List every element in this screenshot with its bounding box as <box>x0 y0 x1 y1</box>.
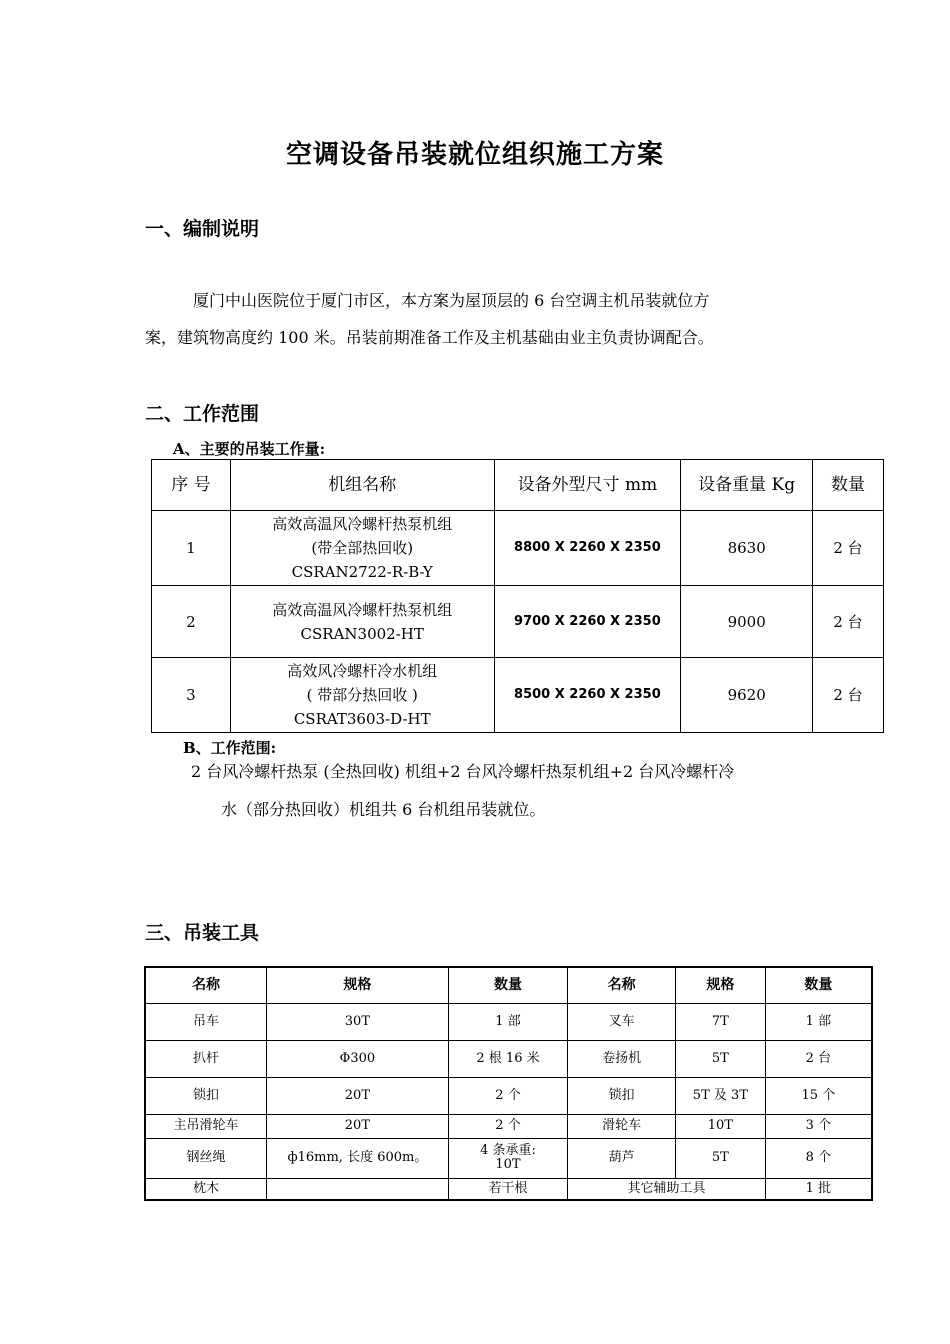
table-header-row <box>145 967 872 1003</box>
header-cell: 设备重量 Kg <box>681 460 813 511</box>
page-title: 空调设备吊装就位组织施工方案 <box>285 140 664 170</box>
section-heading-3: 三、吊装工具 <box>145 922 260 944</box>
table-row <box>145 1178 872 1200</box>
table-header-row <box>152 460 884 511</box>
tools-table <box>144 966 873 1201</box>
table-row <box>145 1114 872 1138</box>
tool-cell: 1 部 <box>765 1003 872 1040</box>
unit-name <box>230 586 494 658</box>
unit-model: CSRAT3603-D-HT <box>293 710 431 728</box>
tool-cell: 30T <box>267 1003 449 1040</box>
table-row <box>145 1138 872 1178</box>
table-row <box>152 658 884 733</box>
unit-name-line: 高效高温风冷螺杆热泵机组 <box>272 600 453 619</box>
tool-cell: 20T <box>267 1077 449 1114</box>
tool-cell: 叉车 <box>568 1003 676 1040</box>
section-heading-2: 二、工作范围 <box>145 403 260 425</box>
tool-cell: 滑轮车 <box>568 1114 676 1138</box>
tool-cell: Φ300 <box>267 1040 449 1077</box>
unit-model: CSRAN2722-R-B-Y <box>291 563 433 581</box>
table-row <box>145 1077 872 1114</box>
row-number: 1 <box>152 511 231 586</box>
header-cell: 名称 <box>145 967 267 1003</box>
table-row <box>145 1040 872 1077</box>
unit-model: CSRAN3002-HT <box>300 624 424 643</box>
scope-line-1: 2 台风冷螺杆热泵 (全热回收) 机组+2 台风冷螺杆热泵机组+2 台风冷螺杆冷 <box>191 762 735 781</box>
tool-cell: 7T <box>676 1003 766 1040</box>
table-row <box>152 586 884 658</box>
unit-name-line: 高效高温风冷螺杆热泵机组 <box>272 515 453 533</box>
header-cell: 规格 <box>267 967 449 1003</box>
unit-dimensions: 8500 X 2260 X 2350 <box>494 658 681 733</box>
unit-dimensions: 9700 X 2260 X 2350 <box>494 586 681 658</box>
subheading-a: A、主要的吊装工作量: <box>173 440 326 458</box>
tool-cell: 2 根 16 米 <box>448 1040 568 1077</box>
table-row <box>152 511 884 586</box>
row-number: 3 <box>152 658 231 733</box>
unit-name <box>230 658 494 733</box>
unit-name <box>230 511 494 586</box>
tool-cell: 5T <box>676 1040 766 1077</box>
unit-dimensions: 8800 X 2260 X 2350 <box>494 511 681 586</box>
tool-cell: 其它辅助工具 <box>568 1178 765 1200</box>
tool-cell: 4 条承重: 10T <box>448 1138 568 1178</box>
tool-cell: 20T <box>267 1114 449 1138</box>
unit-quantity: 2 台 <box>813 586 884 658</box>
tool-cell: 锁扣 <box>568 1077 676 1114</box>
tool-cell: 5T 及 3T <box>676 1077 766 1114</box>
tool-cell: 15 个 <box>765 1077 872 1114</box>
section-heading-1: 一、编制说明 <box>145 218 260 240</box>
table-row <box>145 1003 872 1040</box>
unit-quantity: 2 台 <box>813 658 884 733</box>
unit-name-line: ( 带部分热回收 ) <box>306 686 418 704</box>
header-cell: 规格 <box>676 967 766 1003</box>
header-cell: 设备外型尺寸 mm <box>494 460 681 511</box>
tool-cell: 吊车 <box>145 1003 267 1040</box>
tool-cell: 若干根 <box>448 1178 568 1200</box>
header-cell: 数量 <box>448 967 568 1003</box>
equipment-table <box>151 459 884 733</box>
tool-cell: 10T <box>676 1114 766 1138</box>
unit-weight: 9620 <box>681 658 813 733</box>
scope-line-2: 水（部分热回收）机组共 6 台机组吊装就位。 <box>221 800 546 819</box>
tool-cell: 钢丝绳 <box>145 1138 267 1178</box>
tool-cell: 1 部 <box>448 1003 568 1040</box>
intro-line-2: 案，建筑物高度约 100 米。吊装前期准备工作及主机基础由业主负责协调配合。 <box>145 328 714 347</box>
tool-cell: 葫芦 <box>568 1138 676 1178</box>
subheading-b: B、工作范围: <box>183 739 277 757</box>
tool-cell: 主吊滑轮车 <box>145 1114 267 1138</box>
header-cell: 序 号 <box>152 460 231 511</box>
tool-cell: 枕木 <box>145 1178 267 1200</box>
unit-quantity: 2 台 <box>813 511 884 586</box>
tool-cell: 扒杆 <box>145 1040 267 1077</box>
tool-cell: 5T <box>676 1138 766 1178</box>
tool-cell: 卷扬机 <box>568 1040 676 1077</box>
tool-cell: 1 批 <box>765 1178 872 1200</box>
header-cell: 名称 <box>568 967 676 1003</box>
tool-cell: 2 台 <box>765 1040 872 1077</box>
tool-cell <box>267 1178 449 1200</box>
unit-name-line: 高效风冷螺杆冷水机组 <box>287 662 438 680</box>
tool-cell: 2 个 <box>448 1114 568 1138</box>
intro-line-1: 厦门中山医院位于厦门市区，本方案为屋顶层的 6 台空调主机吊装就位方 <box>193 291 710 310</box>
tool-cell: 锁扣 <box>145 1077 267 1114</box>
header-cell: 数量 <box>813 460 884 511</box>
unit-name-line: (带全部热回收) <box>311 539 414 557</box>
header-cell: 机组名称 <box>230 460 494 511</box>
tool-cell: 8 个 <box>765 1138 872 1178</box>
tool-cell: ф16mm, 长度 600m。 <box>267 1138 449 1178</box>
tool-cell: 3 个 <box>765 1114 872 1138</box>
tool-cell: 2 个 <box>448 1077 568 1114</box>
row-number: 2 <box>152 586 231 658</box>
unit-weight: 8630 <box>681 511 813 586</box>
header-cell: 数量 <box>765 967 872 1003</box>
unit-weight: 9000 <box>681 586 813 658</box>
